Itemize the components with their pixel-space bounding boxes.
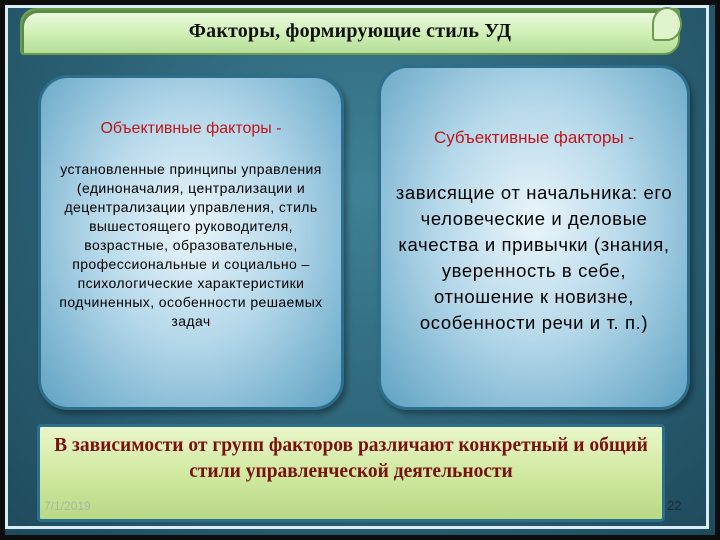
subjective-factors-text: зависящие от начальника: его человеческие и деловые качества и привычки (знания, уверенность в себе, отношение к новизне, особенности речи и т. п.) [395, 182, 673, 333]
title-banner [20, 8, 680, 55]
slide-page-number: 22 [667, 498, 682, 513]
objective-factors-heading: Объективные факторы - [100, 120, 282, 137]
slide-date: 7/1/2019 [44, 499, 91, 513]
conclusion-text: В зависимости от групп факторов различают конкретный и общий стили управленческой деятельности [54, 435, 648, 482]
scroll-curl-icon [652, 7, 682, 41]
objective-factors-box [38, 75, 344, 410]
slide-title: Факторы, формирующие стиль УД [188, 20, 512, 42]
conclusion-box [37, 424, 665, 522]
subjective-factors-heading: Субъективные факторы - [433, 128, 635, 147]
subjective-factors-box [378, 65, 690, 410]
objective-factors-text: установленные принципы управления (единоначалия, централизации и децентрализации управления, стиль вышестоящего руководителя, возрастные, образовательные, профессиональные и социально – психологические характеристики подчиненных, особенности решаемых задач [59, 161, 323, 329]
